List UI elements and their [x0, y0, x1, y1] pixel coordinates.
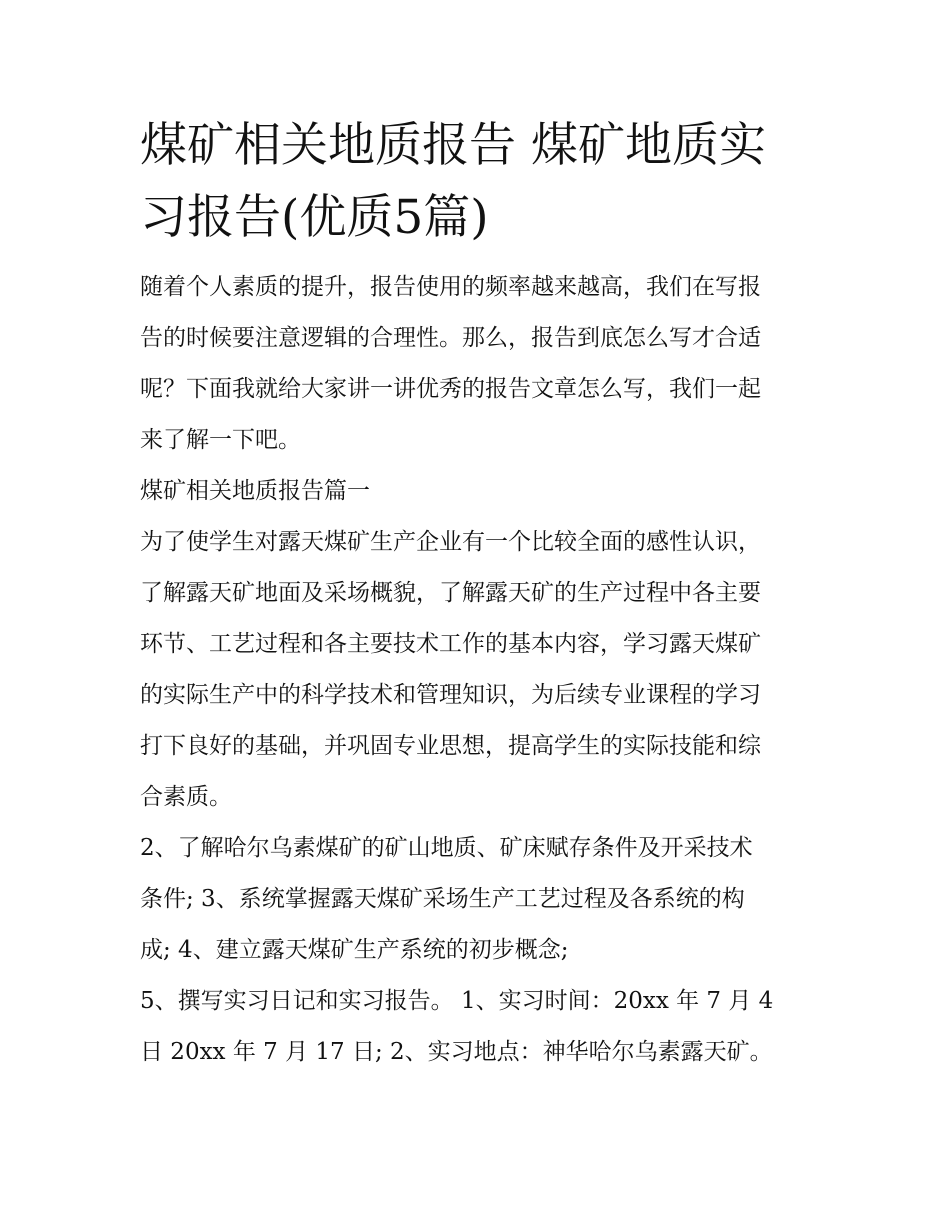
objectives-paragraph: [140, 823, 820, 976]
section-heading-text: 煤矿相关地质报告篇一: [140, 478, 370, 504]
purpose-line: 打下良好的基础，并巩固专业思想，提高学生的实际技能和综: [140, 733, 761, 759]
purpose-line: 的实际生产中的科学技术和管理知识，为后续专业课程的学习: [140, 682, 761, 708]
purpose-line: 为了使学生对露天煤矿生产企业有一个比较全面的感性认识，: [140, 529, 761, 555]
section-heading: [140, 466, 820, 517]
purpose-paragraph: [140, 517, 820, 823]
objectives-line: 2、了解哈尔乌素煤矿的矿山地质、矿床赋存条件及开采技术: [140, 835, 753, 861]
title-line-1: 煤矿相关地质报告 煤矿地质实: [140, 118, 766, 173]
intro-line: 随着个人素质的提升，报告使用的频率越来越高，我们在写报: [140, 274, 761, 300]
purpose-line: 合素质。: [140, 784, 232, 810]
intro-paragraph: [140, 262, 820, 466]
title-line-2: 习报告(优质5篇): [140, 190, 489, 245]
purpose-line: 环节、工艺过程和各主要技术工作的基本内容，学习露天煤矿: [140, 631, 761, 657]
objectives-line: 成; 4、建立露天煤矿生产系统的初步概念;: [140, 937, 569, 963]
document-title: [140, 110, 820, 254]
intro-line: 来了解一下吧。: [140, 427, 301, 453]
purpose-line: 了解露天矿地面及采场概貌，了解露天矿的生产过程中各主要: [140, 580, 761, 606]
details-paragraph: [140, 976, 820, 1078]
details-line: 5、撰写实习日记和实习报告。 1、实习时间：20xx 年 7 月 4: [140, 988, 774, 1014]
intro-line: 告的时候要注意逻辑的合理性。那么，报告到底怎么写才合适: [140, 325, 761, 351]
details-line: 日 20xx 年 7 月 17 日; 2、实习地点：神华哈尔乌素露天矿。: [140, 1039, 773, 1065]
document-page: [140, 110, 820, 1078]
intro-line: 呢？下面我就给大家讲一讲优秀的报告文章怎么写，我们一起: [140, 376, 761, 402]
objectives-line: 条件; 3、系统掌握露天煤矿采场生产工艺过程及各系统的构: [140, 886, 745, 912]
